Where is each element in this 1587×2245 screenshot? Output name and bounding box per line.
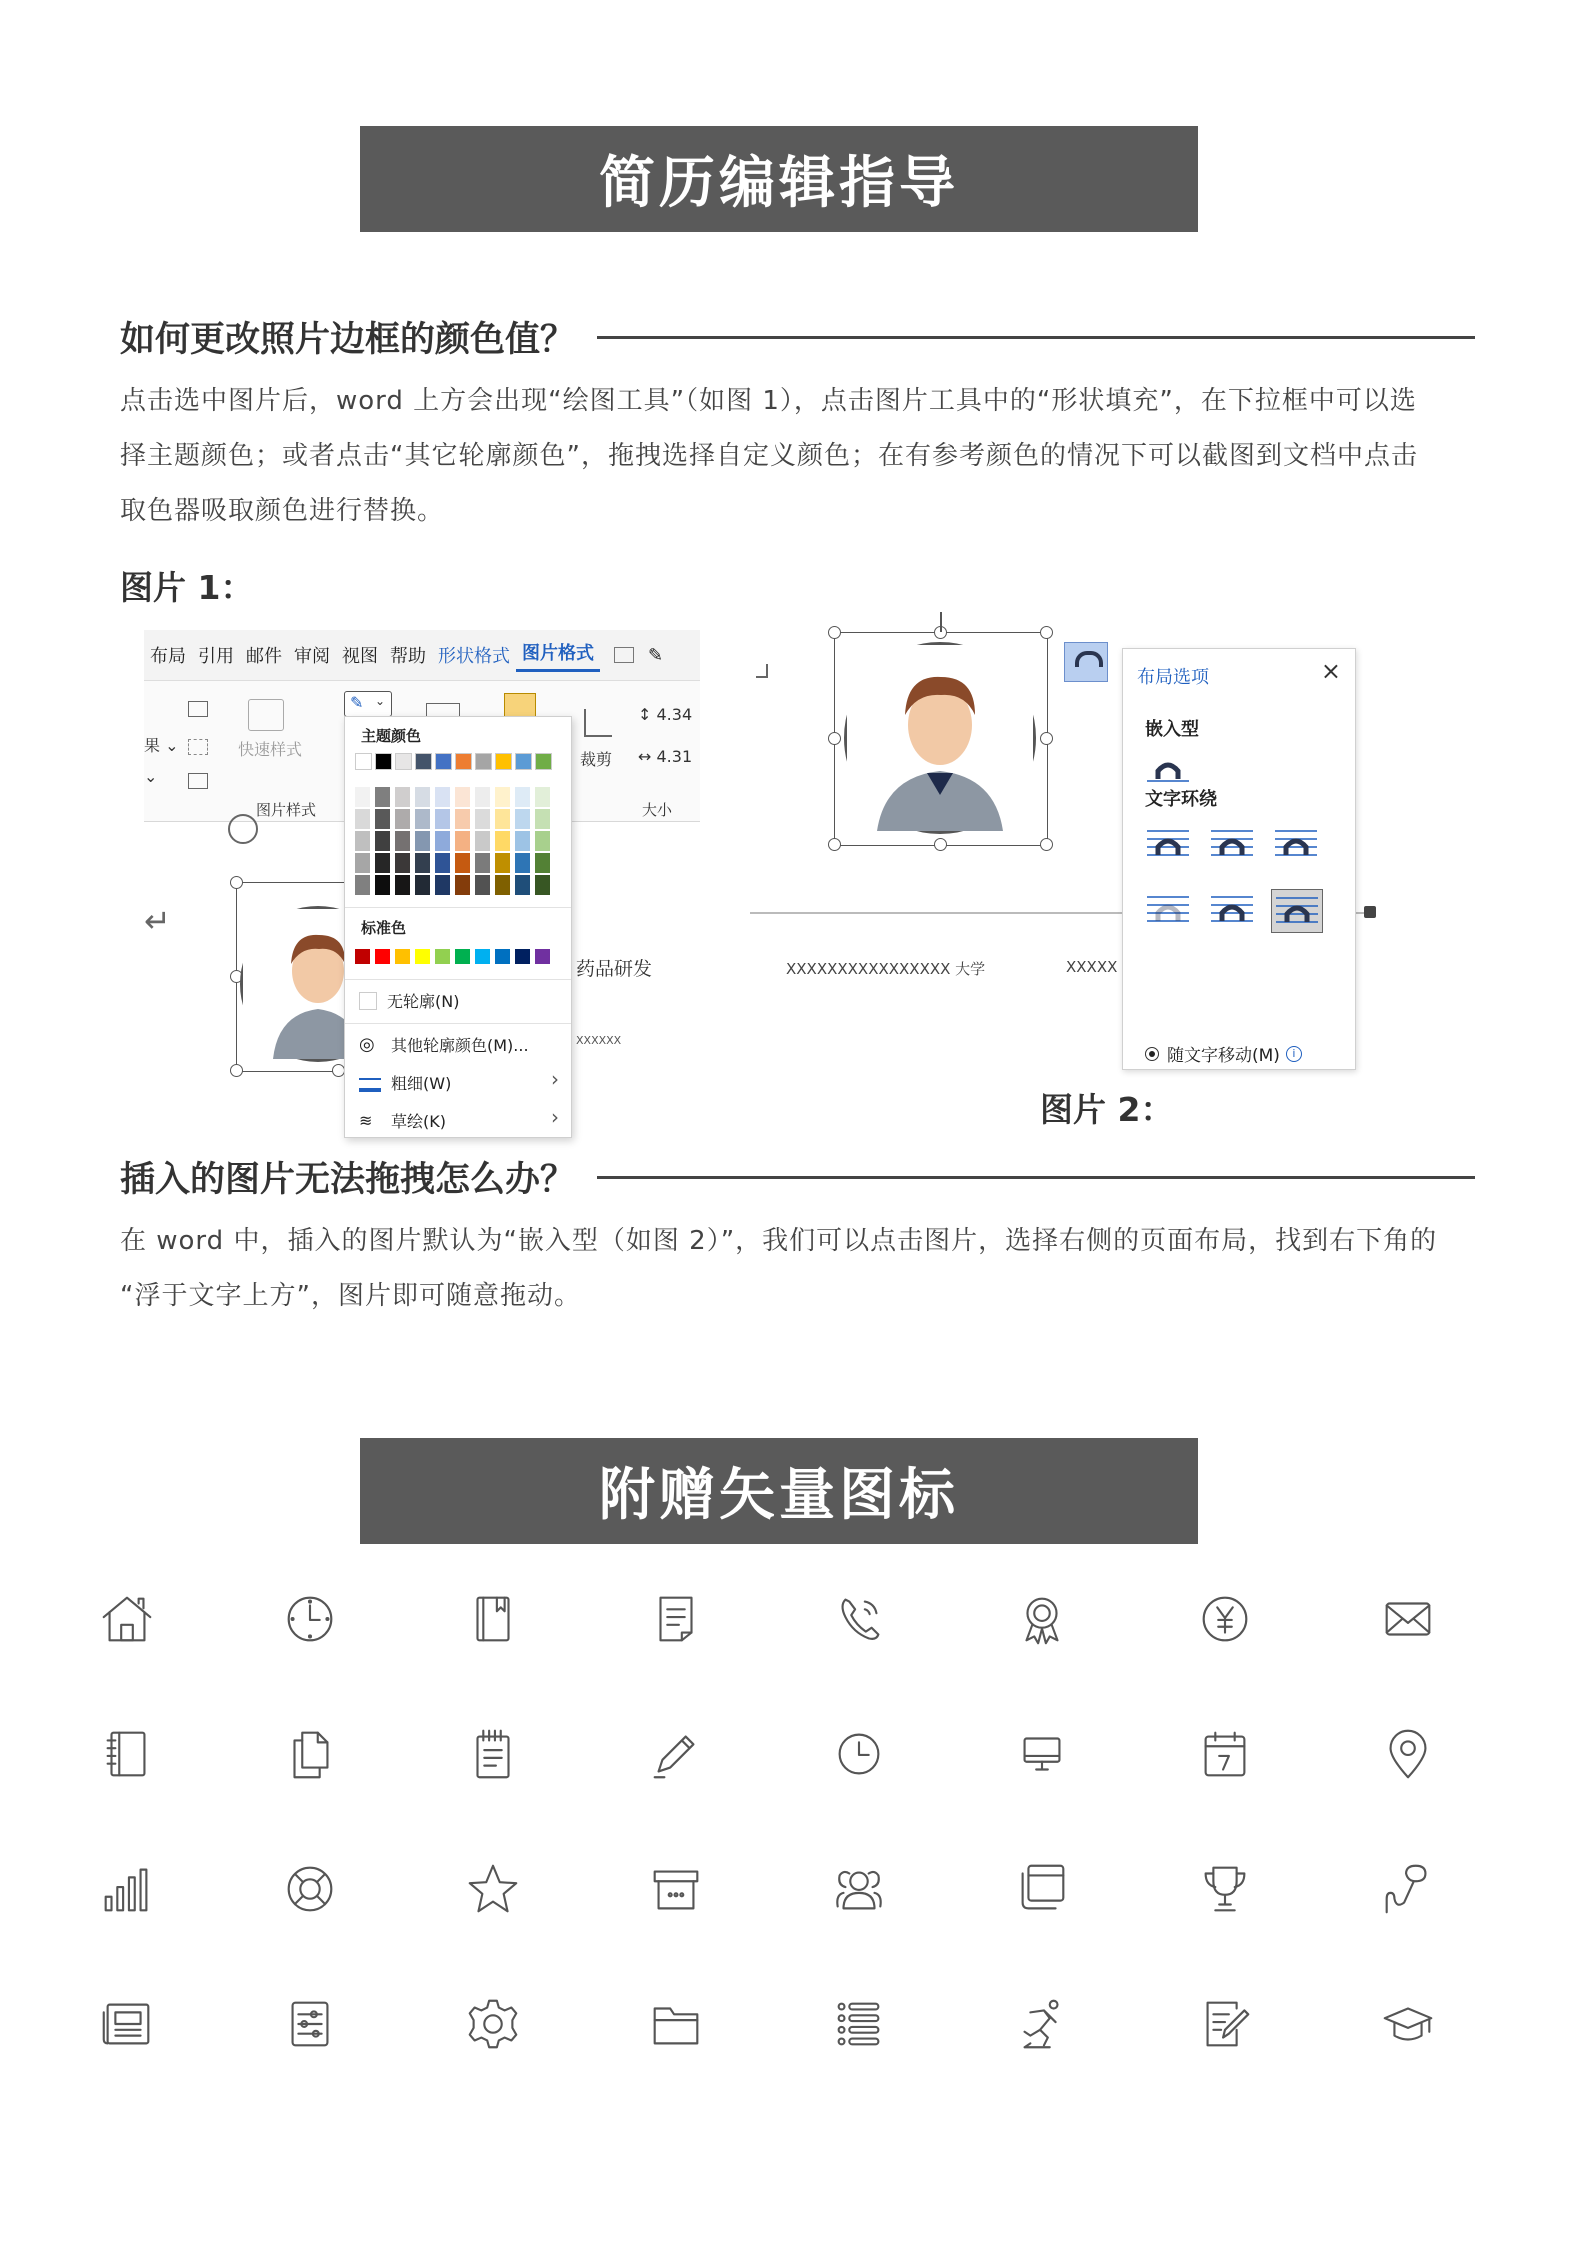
wrap-behind-option[interactable]	[1207, 889, 1257, 931]
monitor-icon	[1005, 1717, 1079, 1791]
inline-label: 嵌入型	[1145, 719, 1199, 740]
crop-icon[interactable]	[584, 709, 612, 737]
resize-handle[interactable]	[828, 732, 841, 745]
wrap-tight-option[interactable]	[1207, 823, 1257, 865]
graduation-cap-icon	[1371, 1987, 1445, 2061]
theme-shade-swatch[interactable]	[515, 787, 530, 807]
lifebuoy-icon	[273, 1852, 347, 1926]
standard-colors-title: 标准色	[361, 919, 407, 937]
standard-color-swatch[interactable]	[535, 949, 550, 964]
theme-shade-swatch[interactable]	[395, 809, 410, 829]
resize-handle[interactable]	[230, 1064, 243, 1077]
theme-shade-swatch[interactable]	[535, 787, 550, 807]
theme-shade-swatch[interactable]	[515, 875, 530, 895]
wrap-top-bottom-option[interactable]	[1143, 889, 1193, 931]
copy-icon	[273, 1717, 347, 1791]
outline-color-menu	[344, 716, 572, 1138]
resize-handle[interactable]	[1040, 732, 1053, 745]
theme-shade-swatch[interactable]	[355, 809, 370, 829]
theme-shade-swatch[interactable]	[355, 787, 370, 807]
theme-color-swatch[interactable]	[515, 753, 532, 770]
yuan-icon	[1188, 1582, 1262, 1656]
skating-icon	[1005, 1987, 1079, 2061]
layout-options-panel	[1122, 648, 1356, 1070]
standard-color-swatch[interactable]	[515, 949, 530, 964]
pencil-icon	[639, 1717, 713, 1791]
ribbon-tab-bar	[144, 630, 700, 681]
paragraph-image-drag	[120, 1214, 1475, 1324]
avatar	[844, 642, 1036, 834]
height-value[interactable]: 4.34	[656, 705, 693, 724]
theme-shade-swatch[interactable]	[395, 831, 410, 851]
sketch-label: 草绘(K)	[391, 1112, 446, 1131]
tab-help[interactable]: 帮助	[390, 646, 426, 667]
theme-shade-swatch[interactable]	[535, 875, 550, 895]
theme-shade-swatch[interactable]	[415, 787, 430, 807]
theme-shade-swatch[interactable]	[395, 853, 410, 873]
pen-icon[interactable]: ✎	[648, 644, 664, 666]
height-field[interactable]: ↕ 4.34	[638, 705, 693, 724]
comment-icon[interactable]	[614, 647, 634, 663]
theme-shade-swatch[interactable]	[455, 875, 470, 895]
resize-handle[interactable]	[1040, 626, 1053, 639]
sketch-icon: ≋	[359, 1110, 373, 1130]
theme-color-swatch[interactable]	[495, 753, 512, 770]
document-icon	[639, 1582, 713, 1656]
text-wrap-label: 文字环绕	[1145, 789, 1217, 810]
doc-university-text: XXXXXXXXXXXXXXXX 大学	[786, 960, 986, 978]
line-weight-icon	[359, 1078, 381, 1092]
vector-icon-grid	[90, 1582, 1490, 2142]
notepad-icon	[456, 1717, 530, 1791]
close-icon[interactable]: ×	[1320, 657, 1341, 685]
size-group-label: 大小	[642, 801, 673, 819]
tab-view[interactable]: 视图	[342, 646, 378, 667]
theme-shade-swatch[interactable]	[535, 853, 550, 873]
folder-icon	[639, 1987, 713, 2061]
theme-shade-swatch[interactable]	[355, 831, 370, 851]
archive-icon	[639, 1852, 713, 1926]
wrap-through-option[interactable]	[1271, 823, 1321, 865]
calendar-icon	[1188, 1717, 1262, 1791]
theme-shade-swatch[interactable]	[355, 853, 370, 873]
picture-border-icon[interactable]	[188, 701, 208, 717]
tab-references[interactable]: 引用	[198, 646, 234, 667]
resize-handle[interactable]	[828, 838, 841, 851]
theme-shade-swatch[interactable]	[475, 831, 490, 851]
standard-color-swatch[interactable]	[455, 949, 470, 964]
tab-review[interactable]: 审阅	[294, 646, 330, 667]
picture-effect-icon[interactable]	[188, 739, 208, 755]
paragraph-photo-border	[120, 374, 1475, 539]
theme-shade-swatch[interactable]	[475, 875, 490, 895]
outline-pen-icon: ✎	[350, 693, 364, 712]
theme-shade-swatch[interactable]	[535, 831, 550, 851]
theme-color-swatch[interactable]	[455, 753, 472, 770]
picture-layout-icon[interactable]	[188, 773, 208, 789]
more-colors-label: 其他轮廓颜色(M)...	[391, 1036, 529, 1055]
section-banner-guide	[360, 126, 1198, 232]
theme-shade-swatch[interactable]	[455, 787, 470, 807]
heading-image-drag-text: 插入的图片无法拖拽怎么办？	[120, 1160, 576, 1200]
theme-shade-swatch[interactable]	[515, 809, 530, 829]
figure-2-screenshot	[750, 612, 1390, 1066]
standard-color-swatch[interactable]	[495, 949, 510, 964]
no-outline-label: 无轮廓(N)	[387, 992, 460, 1011]
more-colors-item[interactable]	[359, 1033, 529, 1056]
chevron-right-icon: ›	[551, 1105, 559, 1129]
resize-handle[interactable]	[1040, 838, 1053, 851]
no-outline-item[interactable]	[359, 989, 459, 1012]
heading-photo-border	[120, 312, 1475, 362]
microphone-icon	[1371, 1852, 1445, 1926]
theme-shade-swatch[interactable]	[375, 831, 390, 851]
figure-1-caption: 图片 1：	[120, 568, 254, 607]
theme-shade-swatch[interactable]	[475, 787, 490, 807]
standard-color-swatch[interactable]	[415, 949, 430, 964]
theme-shade-swatch[interactable]	[415, 875, 430, 895]
picture-style-group-label: 图片样式	[256, 801, 317, 819]
theme-shade-swatch[interactable]	[515, 831, 530, 851]
chevron-right-icon: ›	[551, 1067, 559, 1091]
theme-shade-swatch[interactable]	[515, 853, 530, 873]
tab-layout[interactable]: 布局	[150, 646, 186, 667]
list-icon	[822, 1987, 896, 2061]
theme-shade-swatch[interactable]	[495, 831, 510, 851]
theme-shade-swatch[interactable]	[455, 809, 470, 829]
theme-color-swatch[interactable]	[395, 753, 412, 770]
ribbon-left-item[interactable]: ⌄	[144, 767, 158, 786]
figure-1-screenshot	[144, 630, 700, 1131]
trophy-icon	[1188, 1852, 1262, 1926]
resize-handle[interactable]	[230, 876, 243, 889]
doc-text-small: XXXXXX	[576, 1034, 622, 1047]
theme-shade-swatch[interactable]	[435, 831, 450, 851]
settings-icon	[456, 1987, 530, 2061]
tab-mailings[interactable]: 邮件	[246, 646, 282, 667]
paragraph-line: 点击选中图片后，word 上方会出现“绘图工具”（如图 1），点击图片工具中的“形状填充”，在下拉框中可以选	[120, 386, 1417, 416]
theme-shade-swatch[interactable]	[415, 809, 430, 829]
heading-photo-border-text: 如何更改照片边框的颜色值？	[120, 320, 576, 360]
heading-image-drag	[120, 1152, 1475, 1202]
notebook-icon	[90, 1717, 164, 1791]
newspaper-icon	[90, 1987, 164, 2061]
palette-icon: ◎	[359, 1033, 375, 1055]
menu-divider	[345, 1023, 571, 1024]
standard-color-swatch[interactable]	[475, 949, 490, 964]
theme-shade-swatch[interactable]	[435, 853, 450, 873]
home-icon	[90, 1582, 164, 1656]
wrap-square-option[interactable]	[1143, 823, 1193, 865]
chevron-down-icon: ⌄	[375, 694, 386, 708]
sketch-item[interactable]	[359, 1109, 446, 1132]
paragraph-line: 择主题颜色；或者点击“其它轮廓颜色”，拖拽选择自定义颜色；在有参考颜色的情况下可以截图到文档中点击	[120, 441, 1418, 471]
theme-shade-swatch[interactable]	[495, 787, 510, 807]
radio-selected-icon	[1145, 1047, 1159, 1061]
clock-icon	[273, 1582, 347, 1656]
rotate-line	[940, 612, 942, 632]
doc-xxx-text: XXXXX	[1066, 958, 1118, 976]
theme-color-swatch[interactable]	[415, 753, 432, 770]
theme-shade-swatch[interactable]	[375, 853, 390, 873]
award-icon	[1005, 1582, 1079, 1656]
width-value[interactable]: 4.31	[656, 747, 693, 766]
tab-shape-format[interactable]: 形状格式	[438, 646, 510, 667]
theme-shade-swatch[interactable]	[435, 875, 450, 895]
theme-shade-swatch[interactable]	[375, 809, 390, 829]
quick-style-label[interactable]: 快速样式	[238, 740, 303, 759]
move-with-text-label: 随文字移动(M)	[1167, 1046, 1280, 1066]
paragraph-line: “浮于文字上方”，图片即可随意拖动。	[120, 1281, 581, 1311]
menu-divider	[345, 979, 571, 980]
resize-handle[interactable]	[828, 626, 841, 639]
users-icon	[822, 1852, 896, 1926]
theme-shade-swatch[interactable]	[495, 853, 510, 873]
paragraph-line: 在 word 中，插入的图片默认为“嵌入型（如图 2）”，我们可以点击图片，选择右侧的页面布局，找到右下角的	[120, 1226, 1438, 1256]
theme-shade-swatch[interactable]	[435, 809, 450, 829]
margin-corner-icon	[756, 664, 768, 678]
location-icon	[1371, 1717, 1445, 1791]
theme-shade-swatch[interactable]	[535, 809, 550, 829]
quick-style-icon[interactable]	[248, 699, 284, 731]
windows-icon	[1005, 1852, 1079, 1926]
theme-shade-swatch[interactable]	[455, 831, 470, 851]
shape-outline-button[interactable]	[344, 691, 392, 717]
move-with-text-option[interactable]	[1145, 1041, 1302, 1066]
no-outline-icon	[359, 992, 377, 1010]
doc-text-right: 药品研发	[576, 958, 653, 980]
paragraph-line: 取色器吸取颜色进行替换。	[120, 496, 445, 526]
ribbon-left-item[interactable]: 果 ⌄	[144, 736, 179, 755]
resize-handle[interactable]	[934, 838, 947, 851]
layout-panel-title: 布局选项	[1137, 667, 1209, 688]
paragraph-mark-icon: ↵	[144, 902, 171, 940]
anchor-marker-icon	[1364, 906, 1376, 918]
theme-shade-swatch[interactable]	[495, 809, 510, 829]
book-icon	[456, 1582, 530, 1656]
layout-options-button[interactable]	[1064, 642, 1108, 682]
guide-title: 简历编辑指导	[599, 151, 959, 216]
theme-shade-swatch[interactable]	[355, 875, 370, 895]
wrap-in-front-option[interactable]	[1271, 889, 1323, 933]
inline-wrap-option[interactable]	[1143, 747, 1193, 789]
theme-color-swatch[interactable]	[475, 753, 492, 770]
theme-colors-title: 主题颜色	[361, 727, 422, 745]
phone-icon	[822, 1582, 896, 1656]
wrap-icon	[1075, 651, 1103, 667]
weight-item[interactable]	[359, 1071, 451, 1094]
edit-note-icon	[1188, 1987, 1262, 2061]
rotate-handle-icon[interactable]	[228, 814, 258, 844]
theme-shade-swatch[interactable]	[415, 831, 430, 851]
figure-2-caption: 图片 2：	[1040, 1090, 1174, 1129]
width-field[interactable]: ↔ 4.31	[638, 747, 693, 766]
time-icon	[822, 1717, 896, 1791]
standard-color-swatch[interactable]	[355, 949, 370, 964]
tab-picture-format[interactable]: 图片格式	[516, 639, 600, 672]
theme-shade-swatch[interactable]	[395, 787, 410, 807]
theme-shade-swatch[interactable]	[455, 853, 470, 873]
heading-rule	[597, 336, 1475, 339]
heading-rule	[597, 1176, 1475, 1179]
theme-color-swatch[interactable]	[375, 753, 392, 770]
standard-color-swatch[interactable]	[375, 949, 390, 964]
theme-shade-swatch[interactable]	[415, 853, 430, 873]
theme-shade-swatch[interactable]	[475, 853, 490, 873]
menu-divider	[345, 907, 571, 908]
section-banner-icons	[360, 1438, 1198, 1544]
theme-shade-swatch[interactable]	[495, 875, 510, 895]
mail-icon	[1371, 1582, 1445, 1656]
standard-color-swatch[interactable]	[395, 949, 410, 964]
theme-color-swatch[interactable]	[435, 753, 452, 770]
theme-shade-swatch[interactable]	[395, 875, 410, 895]
theme-shade-swatch[interactable]	[375, 875, 390, 895]
bar-chart-icon	[90, 1852, 164, 1926]
info-icon[interactable]: i	[1286, 1046, 1302, 1062]
theme-color-swatch[interactable]	[535, 753, 552, 770]
weight-label: 粗细(W)	[391, 1074, 452, 1093]
theme-shade-swatch[interactable]	[375, 787, 390, 807]
standard-color-swatch[interactable]	[435, 949, 450, 964]
sliders-icon	[273, 1987, 347, 2061]
crop-label[interactable]: 裁剪	[580, 750, 613, 769]
theme-color-swatch[interactable]	[355, 753, 372, 770]
theme-shade-swatch[interactable]	[435, 787, 450, 807]
icons-title: 附赠矢量图标	[599, 1463, 959, 1528]
star-icon	[456, 1852, 530, 1926]
theme-shade-swatch[interactable]	[475, 809, 490, 829]
